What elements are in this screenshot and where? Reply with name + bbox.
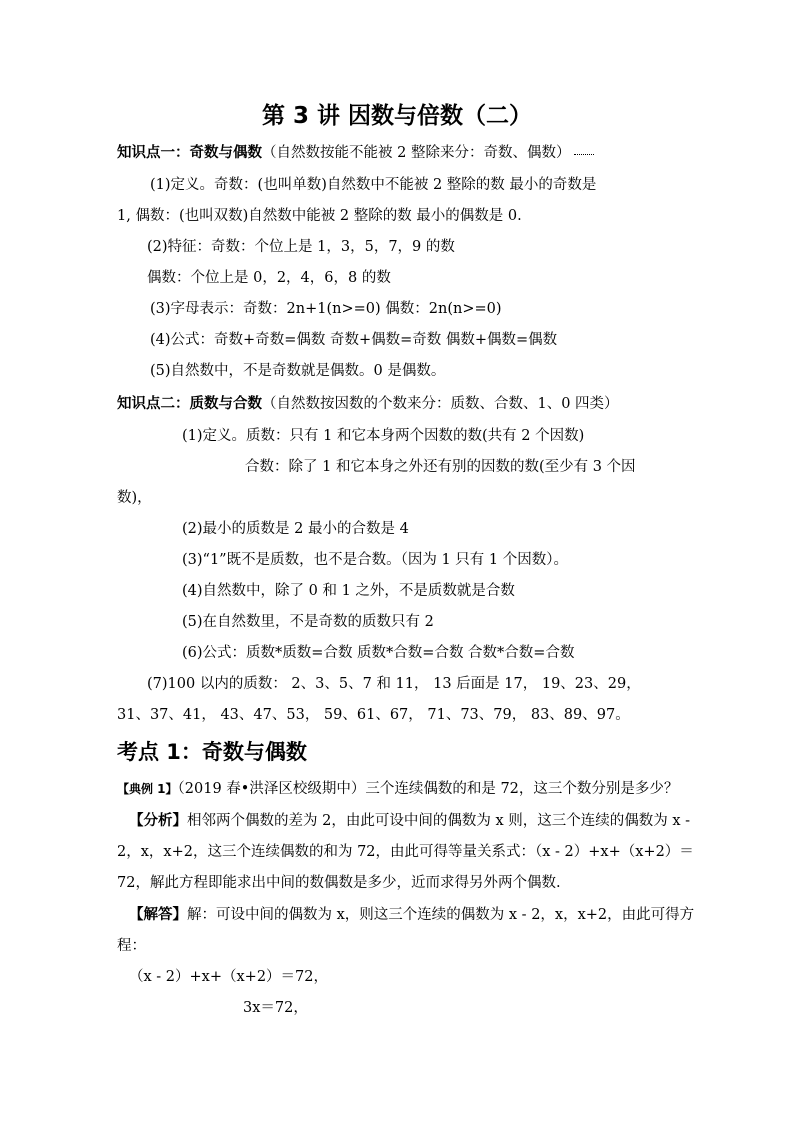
kp2-note: （自然数按因数的个数来分：质数、合数、1、0 四类）: [262, 396, 619, 412]
kp1-line: (2)特征：奇数：个位上是 1，3，5，7，9 的数: [147, 239, 455, 255]
kp2-line: 31、37、41， 43、47、53， 59、61、67， 71、73、79， 83、89、97。: [117, 707, 630, 723]
kp2-label: 知识点二：: [117, 396, 190, 412]
answer-line: [129, 905, 694, 925]
analysis-line: 72，解此方程即能求出中间的数偶数是多少，近而求得另外两个偶数.: [117, 875, 561, 891]
kp1-line: (3)字母表示：奇数：2n+1(n>=0) 偶数：2n(n>=0): [150, 301, 502, 317]
analysis-line: [129, 811, 690, 831]
answer-text: 解：可设中间的偶数为 x，则这三个连续的偶数为 x - 2，x，x+2，由此可得方: [187, 907, 695, 923]
kp2-line: (1)定义。质数：只有 1 和它本身两个因数的数(共有 2 个因数): [182, 428, 585, 444]
kp2-line: (7)100 以内的质数： 2、3、5、7 和 11， 13 后面是 17， 19、23、29，: [147, 676, 641, 692]
ellipsis-mark: [574, 151, 594, 155]
kp1-line: 偶数：个位上是 0，2，4，6，8 的数: [147, 270, 391, 286]
kp2-line: (6)公式：质数*质数=合数 质数*合数=合数 合数*合数=合数: [182, 645, 575, 661]
answer-line: 程：: [117, 938, 146, 954]
section-heading: 考点 1：奇数与偶数: [117, 740, 307, 764]
kp1-note: （自然数按能不能被 2 整除来分：奇数、偶数）: [262, 145, 571, 161]
kp1-line: 1, 偶数：(也叫双数)自然数中能被 2 整除的数 最小的偶数是 0.: [117, 208, 522, 224]
kp2-line: (2)最小的质数是 2 最小的合数是 4: [182, 521, 409, 537]
page-title: 第 3 讲 因数与倍数（二）: [261, 103, 533, 129]
kp2-line: 数)，: [117, 490, 152, 506]
analysis-line: 2，x，x+2，这三个连续偶数的和为 72，由此可得等量关系式：（x - 2）+x+（x+2）＝: [117, 844, 694, 860]
kp2-line: (5)在自然数里，不是奇数的质数只有 2: [182, 614, 434, 630]
example-tag: 【典例 1】: [117, 782, 178, 796]
answer-tag: 【解答】: [129, 907, 187, 923]
kp2-line: (4)自然数中，除了 0 和 1 之外，不是质数就是合数: [182, 583, 515, 599]
kp1-topic: 奇数与偶数: [189, 145, 262, 161]
equation-line: 3x＝72，: [243, 1000, 308, 1016]
kp1-line: (1)定义。奇数：(也叫单数)自然数中不能被 2 整除的数 最小的奇数是: [150, 177, 597, 193]
kp2-topic: 质数与合数: [189, 396, 262, 412]
kp2-heading: [117, 394, 619, 414]
analysis-text: 相邻两个偶数的差为 2，由此可设中间的偶数为 x 则，这三个连续的偶数为 x -: [187, 813, 691, 829]
kp1-line: (5)自然数中，不是奇数就是偶数。0 是偶数。: [150, 363, 446, 379]
kp1-heading: [117, 143, 594, 163]
kp2-line: (3)“1”既不是质数，也不是合数。（因为 1 只有 1 个因数）。: [182, 552, 568, 568]
kp1-line: (4)公式：奇数+奇数=偶数 奇数+偶数=奇数 偶数+偶数=偶数: [150, 332, 558, 348]
kp2-line: 合数：除了 1 和它本身之外还有别的因数的数(至少有 3 个因: [245, 459, 636, 475]
example-line: [117, 779, 678, 799]
kp1-label: 知识点一：: [117, 145, 190, 161]
example-text: （2019 春•洪泽区校级期中）三个连续偶数的和是 72，这三个数分别是多少？: [177, 781, 679, 797]
equation-line: （x - 2）+x+（x+2）＝72，: [129, 969, 328, 985]
analysis-tag: 【分析】: [129, 813, 187, 829]
